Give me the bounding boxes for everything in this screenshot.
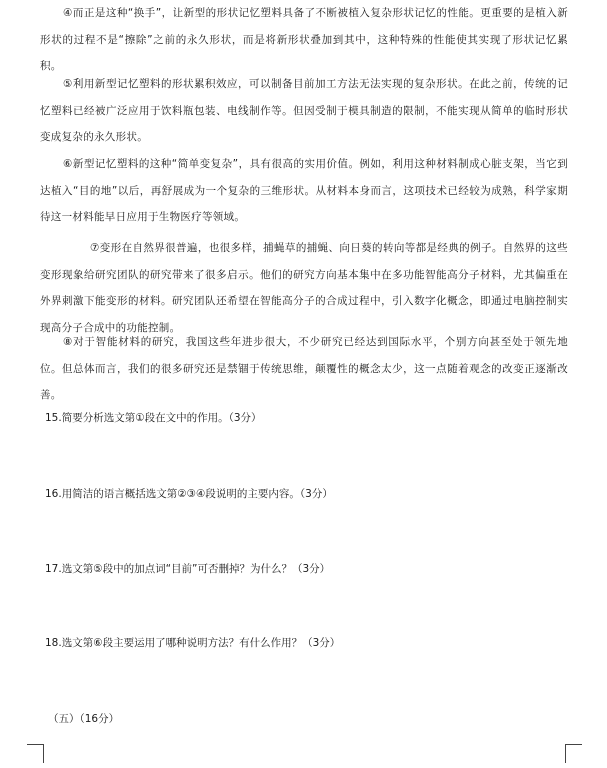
page-corner-mark-right — [565, 744, 582, 763]
section-heading: （五）（16分） — [48, 713, 120, 725]
page-corner-mark-left — [27, 744, 44, 763]
paragraph-4: ④而正是这种“换手”，让新型的形状记忆塑料具备了不断被植入复杂形状记忆的性能。更重要的是植入新形状的过程不是“擦除”之前的永久形状，而是将新形状叠加到其中，这种特殊的性能使其实现了形状记忆累积。 — [40, 7, 568, 72]
paragraph-7: ⑦变形在自然界很普遍，也很多样，捕蝇草的捕蝇、向日葵的转向等都是经典的例子。自然界的这些变形现象给研究团队的研究带来了很多启示。他们的研究方向基本集中在多功能智能高分子材料，尤其偏重在外界刺激下能变形的材料。研究团队还希望在智能高分子的合成过程中，引入数字化概念，即通过电脑控制实现高分子合成中的功能控制。 — [40, 242, 568, 334]
paragraph-5: ⑤利用新型记忆塑料的形状累积效应，可以制备目前加工方法无法实现的复杂形状。在此之前，传统的记忆塑料已经被广泛应用于饮料瓶包装、电线制作等。但因受制于模具制造的限制，不能实现从简单的临时形状变成复杂的永久形状。 — [40, 78, 568, 143]
question-17: 17.选文第⑤段中的加点词“目前”可否删掉？为什么？（3分） — [45, 563, 331, 575]
question-18: 18.选文第⑥段主要运用了哪种说明方法？有什么作用？（3分） — [45, 637, 341, 649]
paragraph-6: ⑥新型记忆塑料的这种“简单变复杂”，具有很高的实用价值。例如，利用这种材料制成心脏支架，当它到达植入“目的地”以后，再舒展成为一个复杂的三维形状。从材料本身而言，这项技术已经较为成熟，科学家期待这一材料能早日应用于生物医疗等领域。 — [40, 158, 568, 223]
question-16: 16.用简洁的语言概括选文第②③④段说明的主要内容。（3分） — [45, 488, 333, 500]
paragraph-8: ⑧对于智能材料的研究，我国这些年进步很大，不少研究已经达到国际水平，个别方向甚至处于领先地位。但总体而言，我们的很多研究还是禁锢于传统思维，颠覆性的概念太少，这一点随着观念的改变正逐渐改善。 — [40, 336, 568, 401]
question-15: 15.简要分析选文第①段在文中的作用。（3分） — [45, 412, 262, 424]
